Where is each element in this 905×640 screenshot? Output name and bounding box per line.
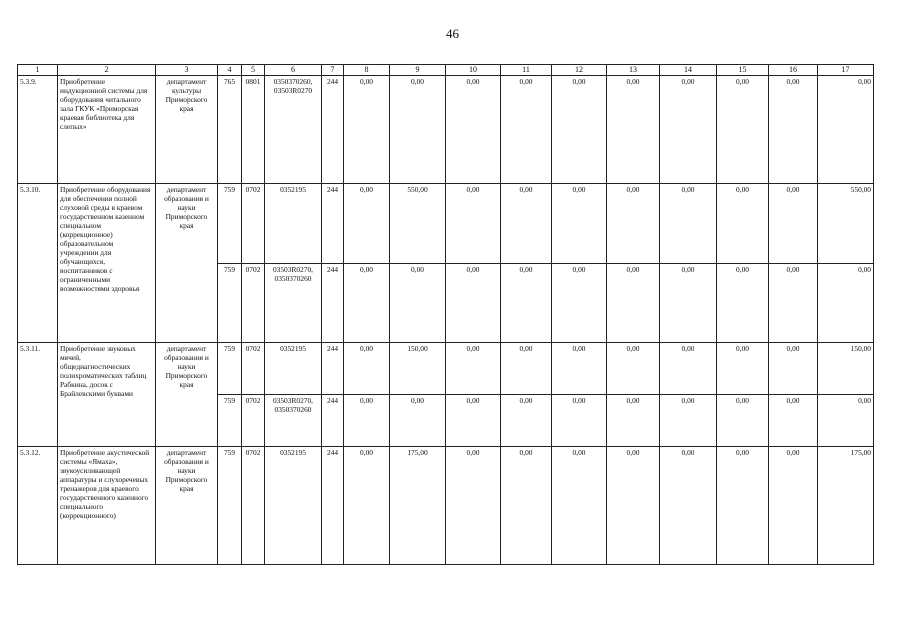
cell-col-14: 0,00 <box>660 447 717 565</box>
cell-col-13: 0,00 <box>607 343 660 395</box>
cell-col-12: 0,00 <box>552 264 607 343</box>
cell-col-12: 0,00 <box>552 343 607 395</box>
cell-col-7: 244 <box>322 343 344 395</box>
cell-col-14: 0,00 <box>660 184 717 264</box>
cell-col-6: 0352195 <box>265 447 322 565</box>
cell-col-15: 0,00 <box>717 184 769 264</box>
column-header-1: 1 <box>18 65 58 76</box>
cell-col-10: 0,00 <box>446 447 501 565</box>
cell-col-7: 244 <box>322 184 344 264</box>
column-header-16: 16 <box>769 65 818 76</box>
cell-col-6: 03503R0270, 0350370260 <box>265 395 322 447</box>
cell-col-16: 0,00 <box>769 395 818 447</box>
cell-col-10: 0,00 <box>446 395 501 447</box>
cell-col-9: 0,00 <box>390 264 446 343</box>
cell-col-8: 0,00 <box>344 76 390 184</box>
column-header-15: 15 <box>717 65 769 76</box>
budget-table <box>17 64 874 565</box>
cell-col-12: 0,00 <box>552 447 607 565</box>
cell-col-8: 0,00 <box>344 184 390 264</box>
column-header-5: 5 <box>242 65 265 76</box>
cell-col-17: 175,00 <box>818 447 874 565</box>
table-row <box>18 76 874 184</box>
page-number: 46 <box>446 26 459 41</box>
column-header-2: 2 <box>58 65 156 76</box>
cell-col-13: 0,00 <box>607 264 660 343</box>
cell-col-13: 0,00 <box>607 395 660 447</box>
cell-col-13: 0,00 <box>607 447 660 565</box>
cell-col-10: 0,00 <box>446 343 501 395</box>
cell-col-6: 0352195 <box>265 184 322 264</box>
department: департамент образования и науки Приморского края <box>156 343 218 447</box>
cell-col-15: 0,00 <box>717 447 769 565</box>
cell-col-17: 0,00 <box>818 264 874 343</box>
cell-col-12: 0,00 <box>552 395 607 447</box>
cell-col-14: 0,00 <box>660 76 717 184</box>
department: департамент культуры Приморского края <box>156 76 218 184</box>
cell-col-4: 765 <box>218 76 242 184</box>
column-header-11: 11 <box>501 65 552 76</box>
cell-col-13: 0,00 <box>607 184 660 264</box>
cell-col-5: 0702 <box>242 447 265 565</box>
cell-col-14: 0,00 <box>660 395 717 447</box>
cell-col-6: 0350370260, 03503R0270 <box>265 76 322 184</box>
cell-col-16: 0,00 <box>769 343 818 395</box>
cell-col-7: 244 <box>322 76 344 184</box>
item-number: 5.3.10. <box>18 184 58 343</box>
cell-col-5: 0702 <box>242 395 265 447</box>
cell-col-15: 0,00 <box>717 343 769 395</box>
cell-col-11: 0,00 <box>501 184 552 264</box>
cell-col-5: 0702 <box>242 343 265 395</box>
cell-col-9: 0,00 <box>390 395 446 447</box>
cell-col-7: 244 <box>322 264 344 343</box>
cell-col-17: 0,00 <box>818 76 874 184</box>
item-name: Приобретение звуковых мячей, общедиагностических полихроматических таблиц Рабкина, досок с Брайлевскими буквами <box>58 343 156 447</box>
cell-col-14: 0,00 <box>660 343 717 395</box>
cell-col-12: 0,00 <box>552 184 607 264</box>
cell-col-5: 0702 <box>242 184 265 264</box>
cell-col-16: 0,00 <box>769 76 818 184</box>
cell-col-11: 0,00 <box>501 264 552 343</box>
cell-col-4: 759 <box>218 184 242 264</box>
department: департамент образования и науки Приморского края <box>156 447 218 565</box>
cell-col-17: 550,00 <box>818 184 874 264</box>
cell-col-10: 0,00 <box>446 76 501 184</box>
table-header-row <box>18 65 874 76</box>
column-header-7: 7 <box>322 65 344 76</box>
cell-col-12: 0,00 <box>552 76 607 184</box>
cell-col-6: 0352195 <box>265 343 322 395</box>
cell-col-17: 150,00 <box>818 343 874 395</box>
item-name: Приобретение оборудования для обеспечения полной слуховой среды в краевом государственном казенном специальном (коррекционное) образовательном учреждении для обучающихся, воспитанников с ограниченными возможностями здоровья <box>58 184 156 343</box>
column-header-13: 13 <box>607 65 660 76</box>
cell-col-9: 150,00 <box>390 343 446 395</box>
item-number: 5.3.9. <box>18 76 58 184</box>
table-row <box>18 184 874 264</box>
cell-col-16: 0,00 <box>769 184 818 264</box>
cell-col-4: 759 <box>218 264 242 343</box>
cell-col-15: 0,00 <box>717 76 769 184</box>
column-header-9: 9 <box>390 65 446 76</box>
cell-col-9: 550,00 <box>390 184 446 264</box>
cell-col-8: 0,00 <box>344 395 390 447</box>
cell-col-16: 0,00 <box>769 447 818 565</box>
cell-col-9: 175,00 <box>390 447 446 565</box>
cell-col-10: 0,00 <box>446 184 501 264</box>
column-header-8: 8 <box>344 65 390 76</box>
cell-col-4: 759 <box>218 343 242 395</box>
item-number: 5.3.12. <box>18 447 58 565</box>
column-header-17: 17 <box>818 65 874 76</box>
item-name: Приобретение акустической системы «Ямаха», звукоусиливающей аппаратуры и слухоречевых тренажеров для краевого государственного казенного специального (коррекционного) <box>58 447 156 565</box>
column-header-14: 14 <box>660 65 717 76</box>
cell-col-9: 0,00 <box>390 76 446 184</box>
column-header-4: 4 <box>218 65 242 76</box>
cell-col-7: 244 <box>322 395 344 447</box>
cell-col-13: 0,00 <box>607 76 660 184</box>
cell-col-14: 0,00 <box>660 264 717 343</box>
cell-col-16: 0,00 <box>769 264 818 343</box>
cell-col-8: 0,00 <box>344 447 390 565</box>
cell-col-5: 0801 <box>242 76 265 184</box>
item-name: Приобретение индукционной системы для оборудования читального зала ГКУК «Приморская краевая библиотека для слепых» <box>58 76 156 184</box>
cell-col-10: 0,00 <box>446 264 501 343</box>
column-header-10: 10 <box>446 65 501 76</box>
table-row <box>18 447 874 565</box>
cell-col-4: 759 <box>218 447 242 565</box>
cell-col-11: 0,00 <box>501 343 552 395</box>
table-row <box>18 343 874 395</box>
department: департамент образования и науки Приморского края <box>156 184 218 343</box>
cell-col-15: 0,00 <box>717 264 769 343</box>
cell-col-8: 0,00 <box>344 264 390 343</box>
cell-col-11: 0,00 <box>501 447 552 565</box>
cell-col-17: 0,00 <box>818 395 874 447</box>
cell-col-11: 0,00 <box>501 395 552 447</box>
column-header-12: 12 <box>552 65 607 76</box>
cell-col-4: 759 <box>218 395 242 447</box>
cell-col-11: 0,00 <box>501 76 552 184</box>
cell-col-7: 244 <box>322 447 344 565</box>
column-header-3: 3 <box>156 65 218 76</box>
column-header-6: 6 <box>265 65 322 76</box>
cell-col-8: 0,00 <box>344 343 390 395</box>
cell-col-6: 03503R0270, 0350370260 <box>265 264 322 343</box>
item-number: 5.3.11. <box>18 343 58 447</box>
cell-col-15: 0,00 <box>717 395 769 447</box>
cell-col-5: 0702 <box>242 264 265 343</box>
